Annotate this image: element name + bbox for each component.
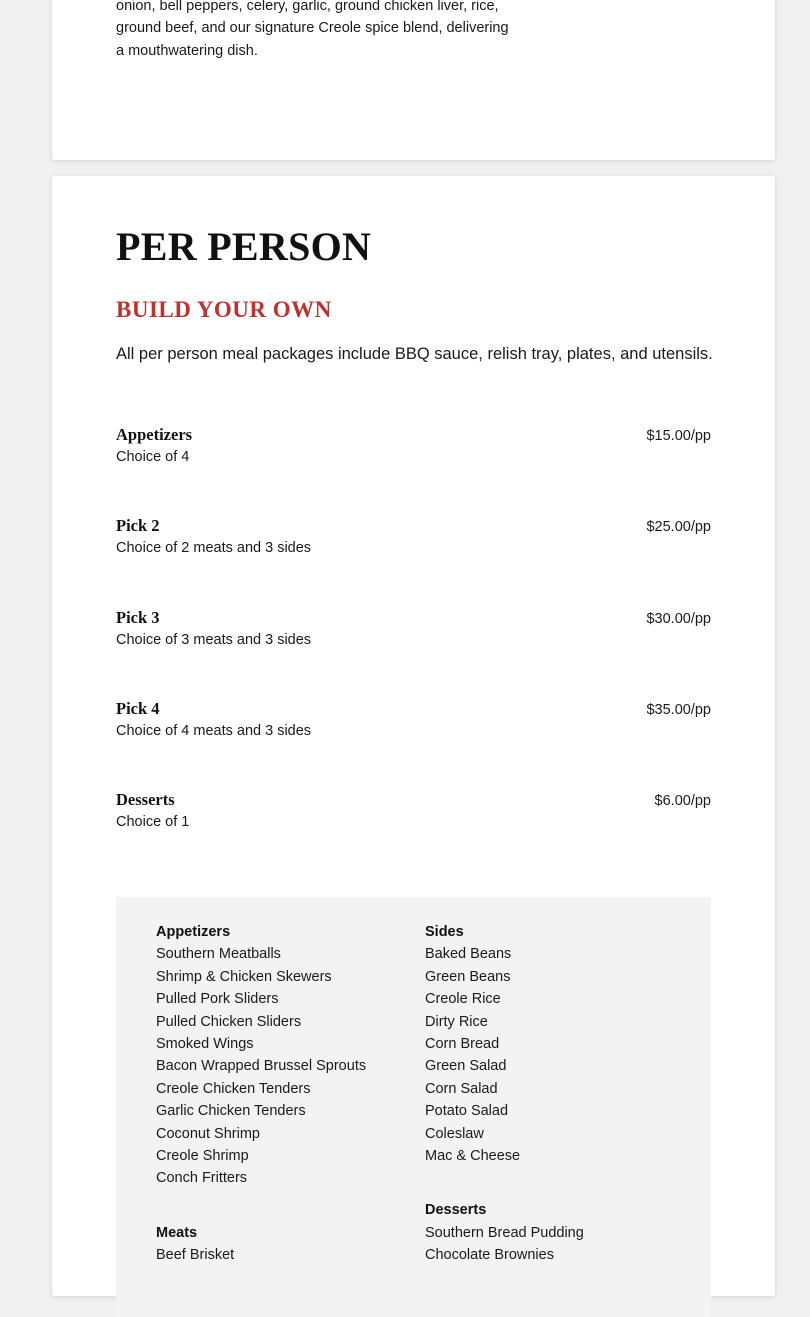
package-name: Appetizers [116, 425, 193, 444]
list-item: Creole Chicken Tenders [156, 1080, 311, 1097]
list-item: Chocolate Brownies [425, 1247, 554, 1264]
appetizers-list [156, 943, 396, 1189]
list-item: Garlic Chicken Tenders [156, 1103, 306, 1120]
package-price: $6.00/pp [654, 793, 711, 809]
desserts-heading: Desserts [425, 1202, 487, 1219]
list-item: Coconut Shrimp [156, 1125, 260, 1142]
desserts-list [425, 1222, 665, 1267]
list-item: Green Beans [425, 968, 511, 985]
meats-heading: Meats [156, 1224, 198, 1241]
package-name: Pick 4 [116, 699, 160, 718]
package-name: Pick 2 [116, 516, 160, 535]
package-pick-2 [116, 516, 711, 566]
list-item: Conch Fritters [156, 1170, 248, 1187]
list-item: Green Salad [425, 1058, 507, 1075]
list-item: Creole Rice [425, 991, 501, 1008]
per-person-card [52, 176, 775, 1296]
menu-column-right [425, 921, 665, 1267]
package-desserts [116, 790, 711, 840]
package-name: Pick 3 [116, 608, 160, 627]
previous-menu-card [52, 0, 775, 160]
list-item: Dirty Rice [425, 1013, 488, 1030]
meats-list [156, 1244, 396, 1266]
list-item: Beef Brisket [156, 1247, 235, 1264]
list-item: Coleslaw [425, 1125, 484, 1142]
menu-column-left [156, 921, 396, 1267]
sides-heading: Sides [425, 924, 464, 940]
package-pick-3 [116, 608, 711, 658]
list-item: Potato Salad [425, 1103, 509, 1120]
section-intro: All per person meal packages include BBQ sauce, relish tray, plates, and utensils. [116, 345, 713, 363]
package-price: $30.00/pp [646, 611, 711, 627]
list-item: Mac & Cheese [425, 1148, 521, 1165]
package-description: Choice of 1 [116, 814, 190, 830]
list-item: Creole Shrimp [156, 1148, 249, 1165]
appetizers-heading: Appetizers [156, 924, 231, 940]
package-pick-4 [116, 699, 711, 749]
section-title: PER PERSON [116, 224, 372, 269]
list-item: Corn Salad [425, 1080, 498, 1097]
list-item: Pulled Chicken Sliders [156, 1013, 302, 1030]
package-price: $15.00/pp [646, 428, 711, 444]
list-item: Corn Bread [425, 1036, 500, 1053]
item-description: onion, bell peppers, celery, garlic, ground chicken liver, rice, ground beef, and our signature Creole spice blend, delivering a mouthwatering dish. [116, 0, 509, 59]
list-item: Bacon Wrapped Brussel Sprouts [156, 1058, 367, 1075]
sides-list [425, 943, 665, 1167]
package-description: Choice of 4 meats and 3 sides [116, 723, 312, 739]
section-subtitle: BUILD YOUR OWN [116, 297, 332, 322]
package-name: Desserts [116, 790, 175, 809]
package-description: Choice of 3 meats and 3 sides [116, 632, 312, 648]
list-item: Southern Bread Pudding [425, 1224, 584, 1241]
package-price: $35.00/pp [646, 702, 711, 718]
list-item: Baked Beans [425, 946, 512, 963]
package-description: Choice of 2 meats and 3 sides [116, 540, 312, 556]
menu-items-box [116, 897, 711, 1317]
list-item: Pulled Pork Sliders [156, 991, 279, 1008]
list-item: Smoked Wings [156, 1036, 254, 1053]
package-price: $25.00/pp [646, 519, 711, 535]
package-appetizers [116, 425, 711, 475]
package-description: Choice of 4 [116, 449, 190, 465]
list-item: Southern Meatballs [156, 946, 281, 963]
list-item: Shrimp & Chicken Skewers [156, 968, 332, 985]
